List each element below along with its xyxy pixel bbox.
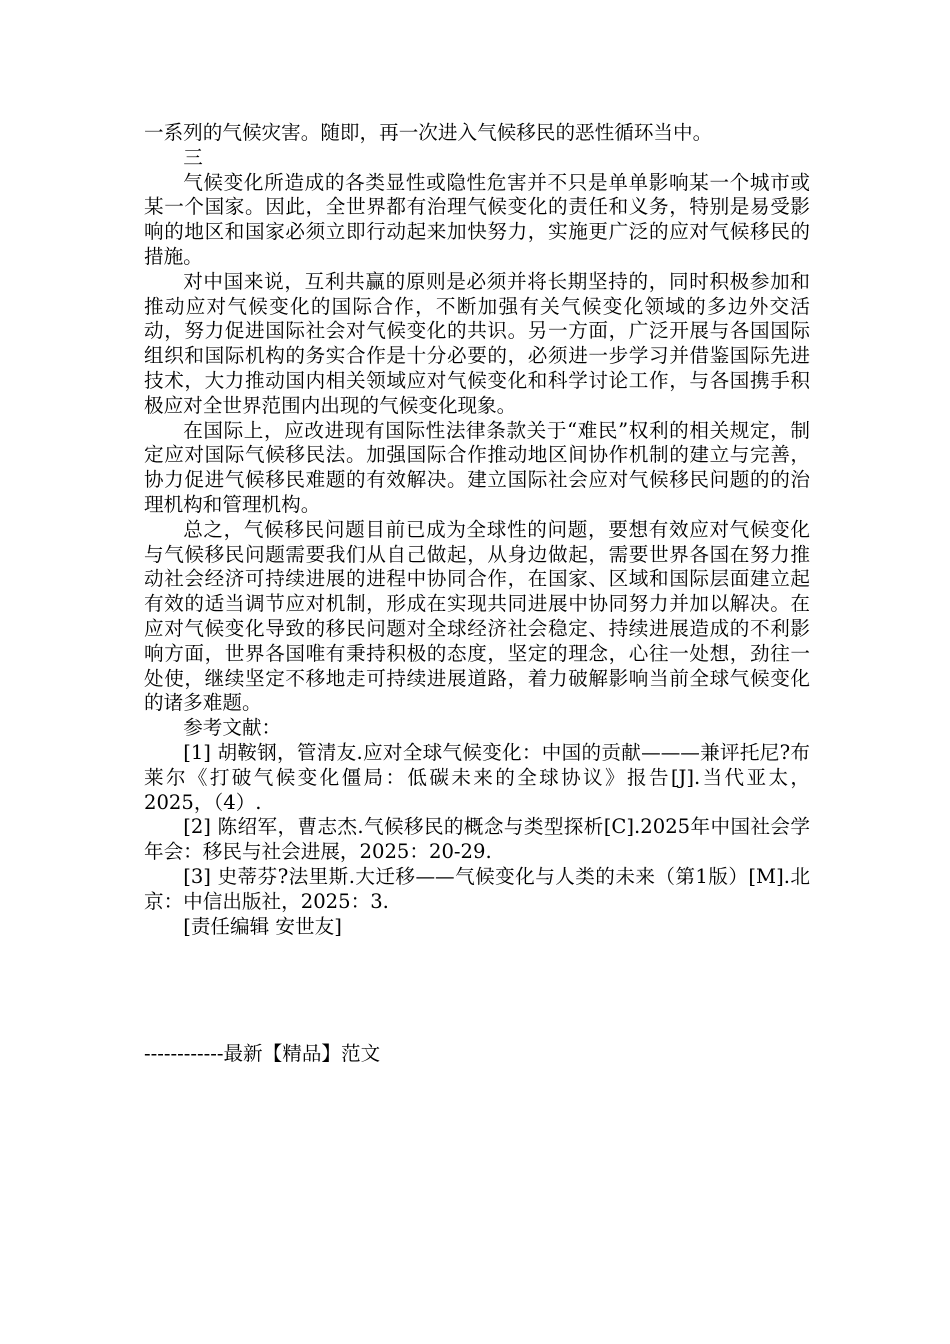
page-footer: ------------最新【精品】范文	[144, 1042, 381, 1065]
paragraph: 在国际上，应改进现有国际性法律条款关于“难民”权利的相关规定，制定应对国际气候移民法。加强国际合作推动地区间协作机制的建立与完善，协力促进气候移民难题的有效解决。建立国际社会应对气候移民问题的的治理机构和管理机构。	[144, 418, 810, 516]
paragraph: 对中国来说，互利共赢的原则是必须并将长期坚持的，同时积极参加和推动应对气候变化的国际合作，不断加强有关气候变化领域的多边外交活动，努力促进国际社会对气候变化的共识。另一方面，广泛开展与各国国际组织和国际机构的务实合作是十分必要的，必须进一步学习并借鉴国际先进技术，大力推动国内相关领域应对气候变化和科学讨论工作，与各国携手积极应对全世界范围内出现的气候变化现象。	[144, 269, 810, 417]
paragraph-continuation: 一系列的气候灾害。随即，再一次进入气候移民的恶性循环当中。	[144, 121, 713, 144]
references-heading: 参考文献：	[183, 716, 282, 740]
section-heading: 三	[183, 145, 203, 169]
paragraph: 总之，气候移民问题目前已成为全球性的问题，要想有效应对气候变化与气候移民问题需要我们从自己做起，从身边做起，需要世界各国在努力推动社会经济可持续进展的进程中协同合作，在国家、区域和国际层面建立起有效的适当调节应对机制，形成在实现共同进展中协同努力并加以解决。在应对气候变化导致的移民问题对全球经济社会稳定、持续进展造成的不利影响方面，世界各国唯有秉持积极的态度，坚定的理念，心往一处想，劲往一处使，继续坚定不移地走可持续进展道路，着力破解影响当前全球气候变化的诸多难题。	[144, 517, 810, 715]
paragraph: 气候变化所造成的各类显性或隐性危害并不只是单单影响某一个城市或某一个国家。因此，全世界都有治理气候变化的责任和义务，特别是易受影响的地区和国家必须立即行动起来加快努力，实施更广泛的应对气候移民的措施。	[144, 170, 810, 268]
editor-note: [责任编辑 安世友]	[183, 914, 342, 938]
reference-item: [1] 胡鞍钢，管清友.应对全球气候变化：中国的贡献———兼评托尼?布莱尔《打破气候变化僵局：低碳未来的全球协议》报告[J].当代亚太，2025，（4）.	[144, 740, 810, 814]
document-body	[144, 121, 810, 939]
reference-item: [2] 陈绍军，曹志杰.气候移民的概念与类型探析[C].2025年中国社会学年会：移民与社会进展，2025：20-29.	[144, 815, 810, 864]
reference-item: [3] 史蒂芬?法里斯.大迁移——气候变化与人类的未来（第1版）[M].北京：中信出版社，2025：3.	[144, 864, 810, 913]
